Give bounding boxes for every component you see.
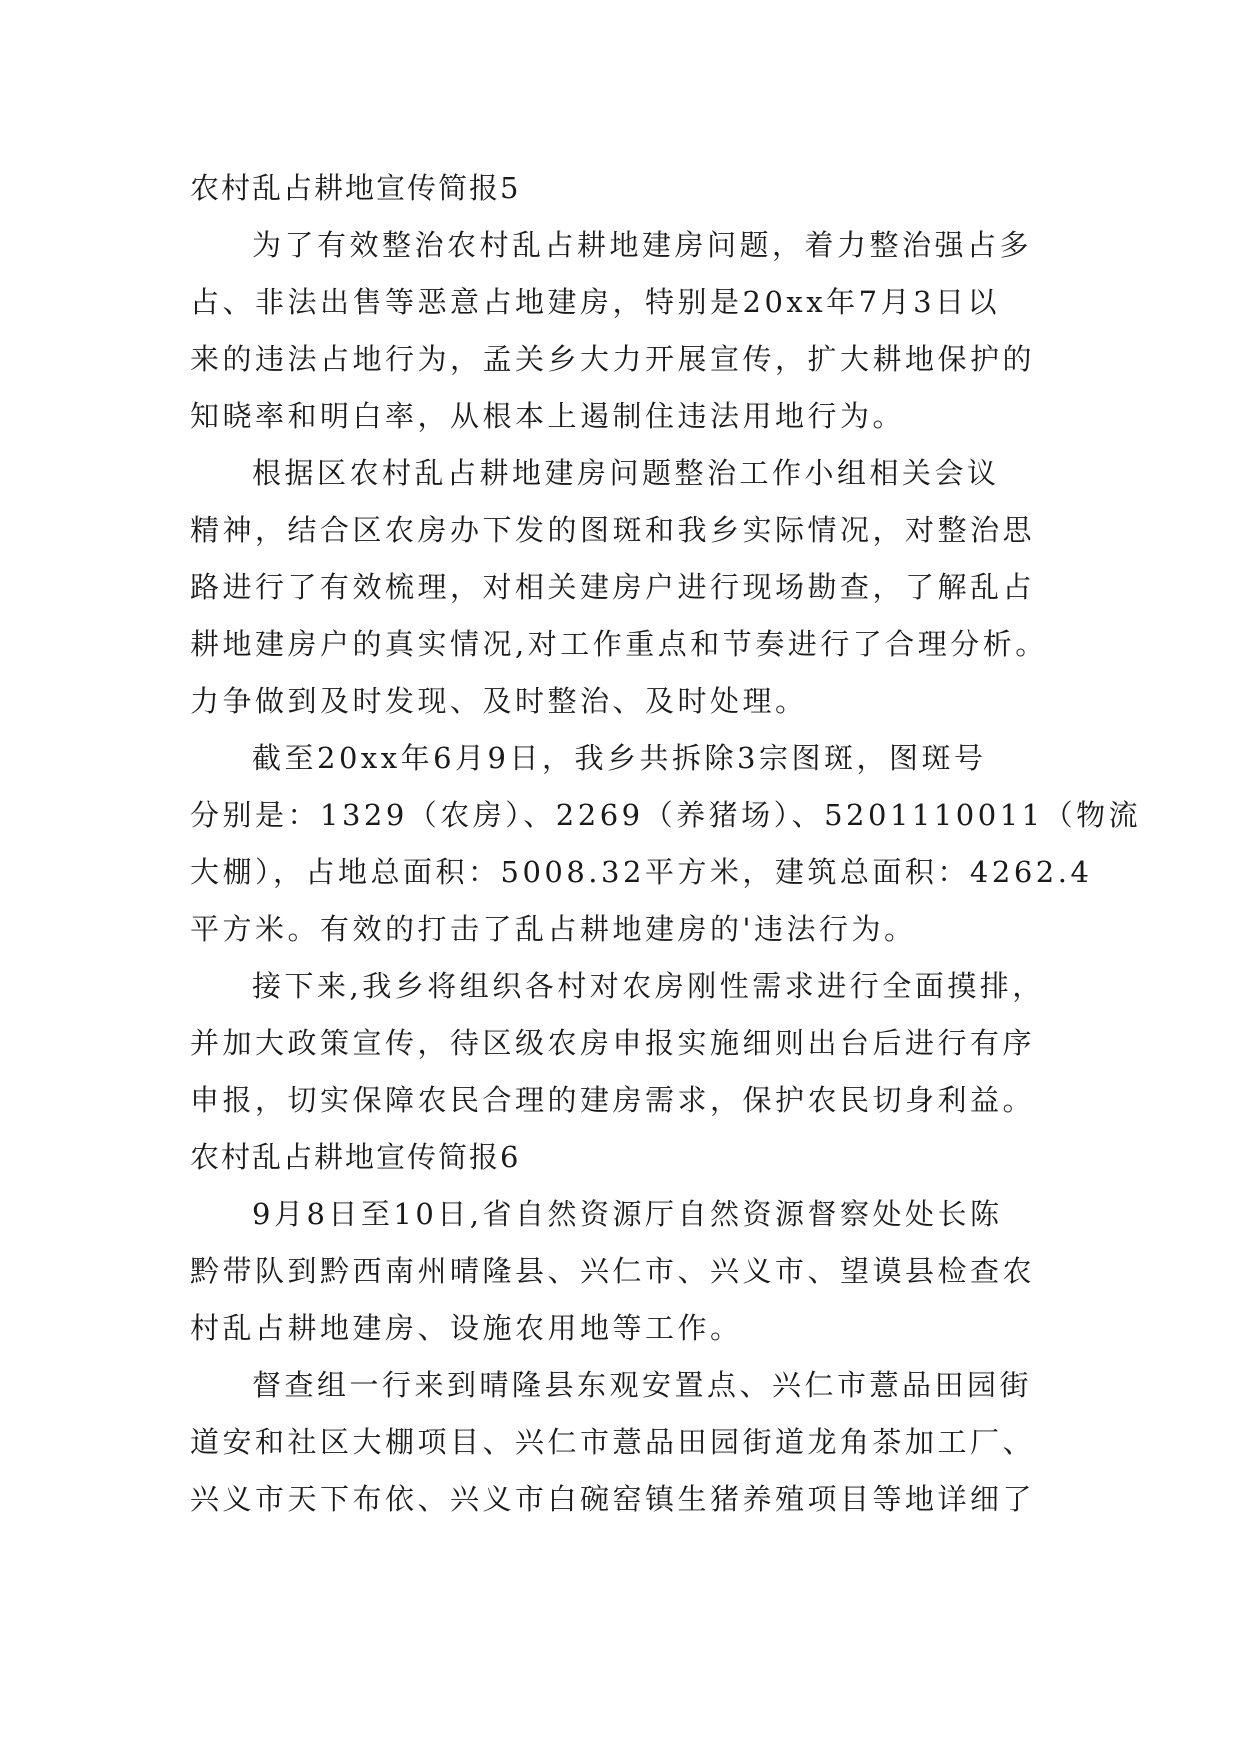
- paragraph-line: 道安和社区大棚项目、兴仁市薏品田园街道龙角茶加工厂、: [190, 1425, 1036, 1459]
- paragraph-line: 力争做到及时发现、及时整治、及时处理。: [190, 684, 808, 718]
- paragraph-line: 督查组一行来到晴隆县东观安置点、兴仁市薏品田园街: [252, 1368, 1033, 1402]
- paragraph-line: 接下来,我乡将组织各村对农房刚性需求进行全面摸排，: [252, 969, 1045, 1003]
- paragraph-line: 兴义市天下布依、兴义市白碗窑镇生猪养殖项目等地详细了: [190, 1482, 1036, 1516]
- paragraph-line: 并加大政策宣传，待区级农房申报实施细则出台后进行有序: [190, 1026, 1036, 1060]
- document-body: [190, 160, 1142, 1528]
- paragraph-line: 分别是：1329（农房）、2269（养猪场）、5201110011（物流: [190, 798, 1142, 832]
- paragraph-line: 为了有效整治农村乱占耕地建房问题，着力整治强占多: [252, 228, 1033, 262]
- paragraph-line: 9月8日至10日,省自然资源厅自然资源督察处处长陈: [252, 1197, 1003, 1231]
- paragraph-line: 平方米。有效的打击了乱占耕地建房的'违法行为。: [190, 912, 917, 946]
- paragraph-line: 大棚），占地总面积：5008.32平方米，建筑总面积：4262.4: [190, 855, 1093, 889]
- paragraph-line: 申报，切实保障农民合理的建房需求，保护农民切身利益。: [190, 1083, 1036, 1117]
- section-heading: 农村乱占耕地宣传简报6: [190, 1140, 521, 1174]
- paragraph-line: 精神，结合区农房办下发的图斑和我乡实际情况，对整治思: [190, 513, 1036, 547]
- section-heading: 农村乱占耕地宣传简报5: [190, 171, 521, 205]
- paragraph-line: 路进行了有效梳理，对相关建房户进行现场勘查，了解乱占: [190, 570, 1036, 604]
- paragraph-line: 村乱占耕地建房、设施农用地等工作。: [190, 1311, 743, 1345]
- paragraph-line: 来的违法占地行为，孟关乡大力开展宣传，扩大耕地保护的: [190, 342, 1036, 376]
- paragraph-line: 占、非法出售等恶意占地建房，特别是20xx年7月3日以: [190, 285, 1001, 319]
- paragraph-line: 耕地建房户的真实情况,对工作重点和节奏进行了合理分析。: [190, 627, 1048, 661]
- paragraph-line: 根据区农村乱占耕地建房问题整治工作小组相关会议: [252, 456, 1000, 490]
- paragraph-line: 知晓率和明白率，从根本上遏制住违法用地行为。: [190, 399, 906, 433]
- paragraph-line: 截至20xx年6月9日，我乡共拆除3宗图斑，图斑号: [252, 741, 987, 775]
- paragraph-line: 黔带队到黔西南州晴隆县、兴仁市、兴义市、望谟县检查农: [190, 1254, 1036, 1288]
